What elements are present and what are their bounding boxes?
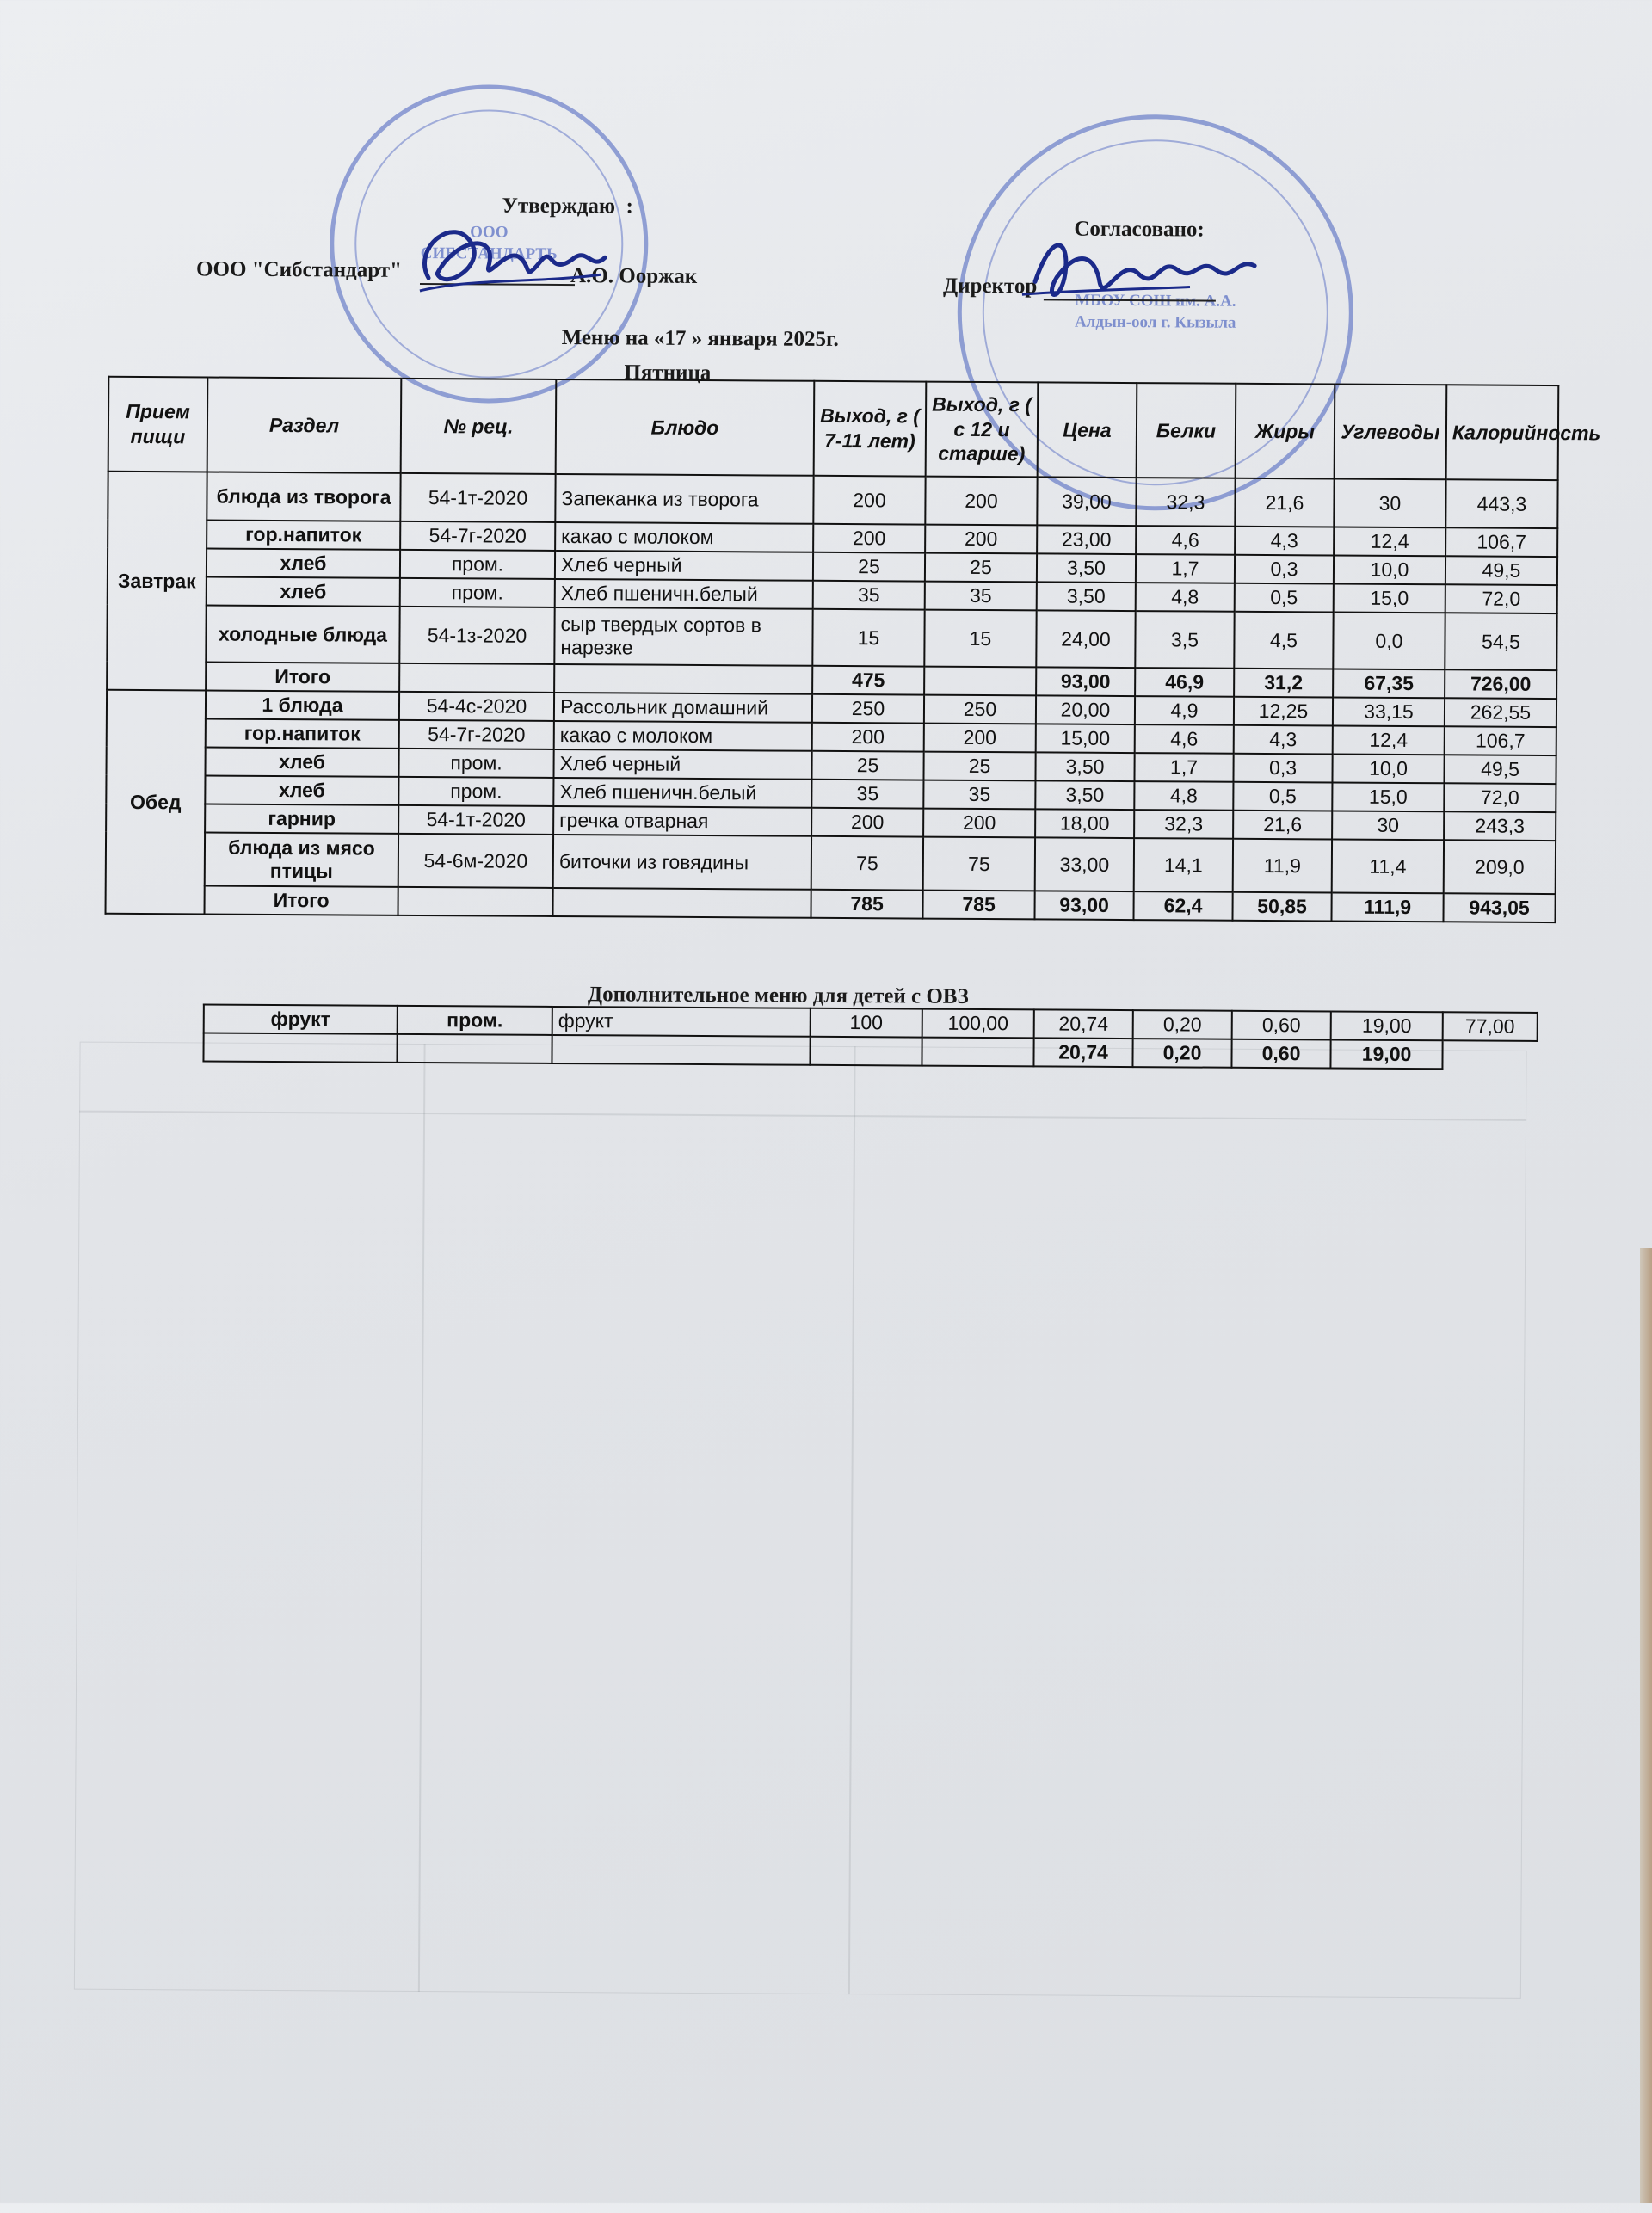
dish-cell: фрукт [552,1007,811,1037]
total-price-cell: 93,00 [1036,667,1135,696]
protein-cell: 4,8 [1134,781,1233,811]
empty-cell [398,887,553,916]
protein-cell: 3,5 [1135,611,1234,669]
empty-cell [203,1033,397,1062]
total-protein-cell: 62,4 [1133,891,1232,921]
fat-cell: 21,6 [1233,811,1332,840]
protein-cell: 4,6 [1135,724,1234,754]
dish-cell: Рассольник домашний [554,693,812,723]
dish-cell: Хлеб пшеничн.белый [553,778,811,808]
price-cell: 23,00 [1037,525,1136,554]
calories-cell: 262,55 [1445,698,1556,727]
header-price: Цена [1038,382,1137,478]
table-edge-background [1640,1248,1652,2203]
empty-cell [553,888,811,918]
yield-cell: 15 [924,610,1036,668]
total-label: Итого [205,885,398,915]
fat-cell: 0,5 [1235,583,1334,613]
header-recipe: № рец. [401,379,557,474]
section-cell: хлеб [206,576,400,606]
total-calories-cell: 943,05 [1443,893,1555,922]
protein-cell: 0,20 [1133,1010,1232,1039]
calories-cell: 443,3 [1446,479,1557,528]
recipe-cell: 54-7г-2020 [399,720,554,749]
empty-cell [397,1034,552,1063]
carbs-cell: 15,0 [1334,583,1446,613]
fat-cell: 12,25 [1234,697,1333,726]
yield-cell: 200 [812,723,924,752]
total-protein-cell: 0,20 [1132,1039,1231,1068]
company-name: ООО "Сибстандарт" [196,257,403,282]
total-calories-cell: 726,00 [1445,669,1556,699]
protein-cell: 1,7 [1136,554,1235,583]
show-through-table [74,1042,1527,1999]
weekday: Пятница [624,361,712,385]
director-label: Директор [942,274,1038,299]
fat-cell: 4,3 [1234,725,1333,755]
protein-cell: 4,9 [1135,696,1234,725]
calories-cell: 72,0 [1446,584,1557,613]
total-yield-cell: 475 [812,666,924,695]
price-cell: 3,50 [1035,752,1134,781]
header-yield-12: Выход, г ( с 12 и старше) [926,382,1039,478]
recipe-cell: пром. [400,578,555,607]
section-cell: хлеб [206,548,400,577]
approve-label: Утверждаю : [502,194,633,219]
yield-cell: 200 [925,525,1037,554]
total-fat-cell: 0,60 [1231,1039,1330,1069]
yield-cell: 200 [813,524,925,553]
section-cell: гор.напиток [206,520,400,549]
yield-cell: 100,00 [922,1009,1034,1039]
protein-cell: 1,7 [1134,753,1233,782]
yield-cell: 200 [925,477,1037,526]
carbs-cell: 15,0 [1332,782,1444,811]
section-cell: гор.напиток [206,718,399,748]
total-fat-cell: 31,2 [1234,669,1333,698]
yield-cell: 25 [923,752,1035,781]
carbs-cell: 33,15 [1333,697,1445,726]
meal-lunch: Обед [106,690,206,915]
carbs-cell: 19,00 [1331,1011,1443,1040]
header-fat: Жиры [1236,384,1335,479]
empty-cell [1442,1040,1537,1070]
calories-cell: 106,7 [1446,527,1557,557]
extra-menu-title: Дополнительное меню для детей с ОВЗ [587,983,969,1008]
recipe-cell: 54-7г-2020 [400,521,555,551]
dish-cell: Запеканка из творога [555,474,813,524]
table-row [107,605,1556,670]
recipe-cell: пром. [398,1006,552,1035]
fat-cell: 0,3 [1235,555,1334,584]
empty-cell [399,663,554,693]
carbs-cell: 10,0 [1332,754,1444,783]
total-protein-cell: 46,9 [1135,668,1234,697]
fat-cell: 11,9 [1233,839,1332,893]
header-dish: Блюдо [556,379,815,476]
empty-cell [554,664,812,694]
yield-cell: 35 [811,780,923,809]
section-cell: хлеб [205,747,398,776]
protein-cell: 32,3 [1134,810,1233,839]
total-carbs-cell: 67,35 [1333,669,1445,698]
calories-cell: 72,0 [1444,783,1556,812]
section-cell: 1 блюда [206,690,399,719]
calories-cell: 54,5 [1445,613,1556,670]
fat-cell: 4,3 [1235,527,1334,556]
total-carbs-cell: 19,00 [1330,1039,1442,1069]
fat-cell: 0,60 [1232,1011,1331,1040]
yield-cell: 200 [813,476,925,525]
protein-cell: 4,6 [1136,526,1235,555]
carbs-cell: 30 [1332,811,1444,840]
header-protein: Белки [1137,383,1236,478]
section-cell: гарнир [205,804,398,833]
calories-cell: 77,00 [1443,1012,1538,1041]
total-yield-cell: 785 [922,891,1034,920]
yield-cell: 200 [924,724,1036,753]
price-cell: 3,50 [1037,582,1136,611]
table-row [106,832,1556,894]
approver-name: А.О. Ооржак [570,264,698,288]
yield-cell: 35 [925,582,1037,611]
section-cell: холодные блюда [206,605,399,663]
total-label: Итого [206,662,399,691]
price-cell: 3,50 [1035,780,1134,810]
calories-cell: 106,7 [1445,726,1556,755]
price-cell: 24,00 [1036,610,1135,668]
yield-cell: 75 [811,836,923,891]
price-cell: 20,74 [1034,1009,1133,1039]
recipe-cell: 54-4с-2020 [399,692,554,721]
school-stamp-center: МБОУ СОШ им. А.А. Алдын-оол г. Кызыла [1074,291,1236,332]
empty-cell [552,1035,810,1065]
empty-cell [810,1037,922,1066]
protein-cell: 14,1 [1134,838,1233,892]
price-cell: 18,00 [1035,809,1134,838]
total-carbs-cell: 111,9 [1331,892,1443,922]
yield-cell: 35 [813,581,925,610]
recipe-cell: пром. [398,749,553,778]
total-price-cell: 93,00 [1034,891,1133,920]
price-cell: 15,00 [1036,724,1135,753]
header-carbs: Углеводы [1335,384,1447,479]
dish-cell: гречка отварная [553,806,811,836]
extra-menu-table [202,1003,1538,1070]
header-meal: Прием пищи [108,377,208,472]
header-calories: Калорийность [1446,385,1559,480]
header-yield-7-11: Выход, г ( 7-11 лет) [814,381,927,477]
yield-cell: 25 [925,553,1037,583]
yield-cell: 75 [923,837,1035,891]
header-section: Раздел [207,377,402,472]
dish-cell: Хлеб черный [553,749,811,780]
protein-cell: 32,3 [1136,478,1235,527]
price-cell: 3,50 [1037,553,1136,583]
total-yield-cell: 785 [811,890,923,919]
yield-cell: 250 [812,694,924,724]
company-stamp-center: ООО СИБСТАНДАРТЬ [420,223,558,263]
price-cell: 20,00 [1036,695,1135,724]
recipe-cell: 54-1т-2020 [398,805,553,835]
meal-breakfast: Завтрак [107,472,207,691]
yield-cell: 25 [811,751,923,780]
yield-cell: 100 [811,1008,922,1038]
fat-cell: 21,6 [1235,478,1334,527]
approver-signature [403,196,610,326]
recipe-cell: пром. [398,777,553,806]
yield-cell: 15 [812,609,924,667]
section-cell: блюда из мясо птицы [205,832,398,886]
dish-cell: Хлеб пшеничн.белый [555,579,813,609]
yield-cell: 200 [811,808,923,837]
recipe-cell: 54-6м-2020 [398,834,553,888]
yield-cell: 250 [924,695,1036,724]
menu-title: Меню на «17 » января 2025г. [561,325,839,351]
section-cell: фрукт [204,1004,398,1033]
dish-cell: какао с молоком [555,522,813,552]
total-fat-cell: 50,85 [1232,892,1331,922]
dish-cell: Хлеб черный [555,551,813,581]
yield-cell: 25 [813,552,925,582]
carbs-cell: 0,0 [1333,612,1445,669]
yield-cell: 200 [923,809,1035,838]
carbs-cell: 12,4 [1334,527,1446,556]
menu-table [105,376,1601,923]
section-cell: блюда из творога [206,472,400,521]
table-row [108,472,1557,528]
total-yield-cell [924,667,1036,696]
fat-cell: 0,3 [1233,754,1332,783]
agreed-label: Согласовано: [1074,217,1205,242]
empty-cell [922,1038,1033,1067]
total-price-cell: 20,74 [1033,1038,1132,1067]
recipe-cell: пром. [400,550,555,579]
fat-cell: 4,5 [1234,612,1333,669]
price-cell: 33,00 [1035,837,1134,891]
recipe-cell: 54-1т-2020 [400,473,555,522]
director-signature [1018,221,1277,335]
section-cell: хлеб [205,775,398,804]
protein-cell: 4,8 [1136,583,1235,612]
yield-cell: 35 [923,780,1035,810]
price-cell: 39,00 [1037,477,1136,526]
carbs-cell: 10,0 [1334,555,1446,584]
calories-cell: 49,5 [1444,755,1556,784]
fat-cell: 0,5 [1233,782,1332,811]
calories-cell: 243,3 [1444,811,1556,841]
carbs-cell: 30 [1334,478,1446,527]
calories-cell: 49,5 [1446,556,1557,585]
carbs-cell: 12,4 [1333,725,1445,755]
carbs-cell: 11,4 [1332,839,1444,893]
dish-cell: какао с молоком [554,721,812,751]
dish-cell: биточки из говядины [553,835,811,890]
calories-cell: 209,0 [1444,840,1556,894]
dish-cell: сыр твердых сортов в нарезке [554,607,812,666]
recipe-cell: 54-1з-2020 [399,607,554,664]
